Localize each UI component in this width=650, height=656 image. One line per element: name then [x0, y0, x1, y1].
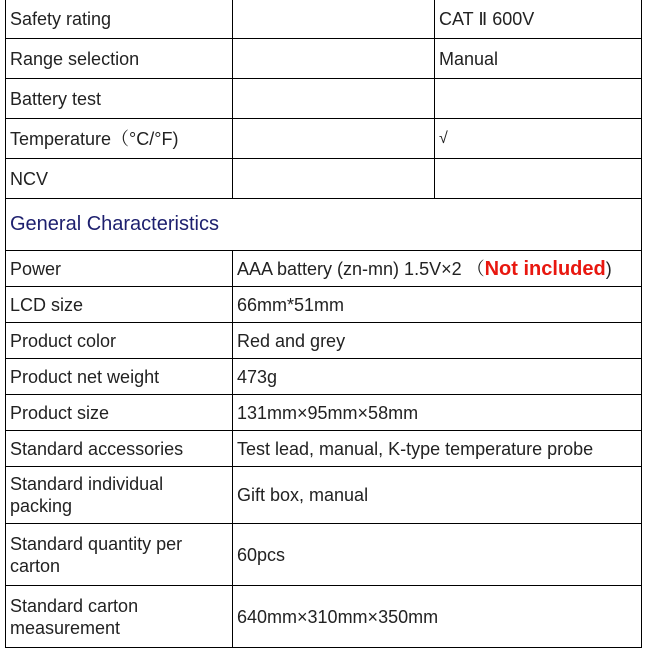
gen-label: Power — [6, 251, 233, 286]
spec-value: CAT Ⅱ 600V — [439, 9, 535, 29]
gen-value: 66mm*51mm — [237, 294, 345, 315]
spec-row-ncv — [5, 159, 642, 199]
gen-row-net-weight — [5, 359, 642, 395]
spec-row-temperature — [5, 119, 642, 159]
gen-label: Standard individual packing — [6, 467, 233, 523]
gen-value: Gift box, manual — [237, 485, 369, 505]
spec-sheet-table — [5, 0, 642, 648]
spec-label: NCV — [6, 159, 233, 198]
spec-row-range-selection — [5, 39, 642, 79]
spec-empty-cell — [233, 79, 435, 118]
gen-label: Product net weight — [6, 359, 233, 394]
gen-label: Product color — [6, 323, 233, 358]
power-value-text: AAA battery (zn-mn) 1.5V×2 （ — [237, 258, 485, 279]
gen-label: LCD size — [6, 287, 233, 322]
gen-row-lcd-size — [5, 287, 642, 323]
gen-label: Standard accessories — [6, 431, 233, 466]
gen-value: 640mm×310mm×350mm — [237, 606, 439, 627]
section-heading: General Characteristics — [10, 213, 219, 235]
gen-row-power — [5, 251, 642, 287]
spec-row-safety-rating — [5, 0, 642, 39]
spec-empty-cell — [233, 39, 435, 78]
gen-label: Product size — [6, 395, 233, 430]
gen-row-product-color — [5, 323, 642, 359]
spec-label: Temperature（°C/°F) — [6, 119, 233, 158]
power-value-suffix: ) — [605, 258, 612, 279]
check-mark-icon: √ — [439, 129, 448, 147]
gen-row-accessories — [5, 431, 642, 467]
gen-row-quantity-per-carton — [5, 524, 642, 586]
spec-value: Manual — [439, 48, 499, 69]
spec-label: Range selection — [6, 39, 233, 78]
gen-value: 60pcs — [237, 544, 286, 565]
gen-row-product-size — [5, 395, 642, 431]
spec-row-battery-test — [5, 79, 642, 119]
not-included-highlight: Not included — [484, 257, 606, 280]
spec-value — [435, 159, 641, 198]
gen-value: Red and grey — [237, 330, 346, 351]
section-heading-row — [5, 199, 642, 251]
gen-row-individual-packing — [5, 467, 642, 524]
gen-value: 473g — [237, 366, 278, 387]
spec-empty-cell — [233, 119, 435, 158]
spec-label: Safety rating — [6, 0, 233, 38]
gen-label: Standard carton measurement — [6, 586, 233, 647]
spec-value — [435, 79, 641, 118]
spec-label: Battery test — [6, 79, 233, 118]
gen-value-power — [233, 251, 641, 286]
spec-empty-cell — [233, 159, 435, 198]
gen-row-carton-measurement — [5, 586, 642, 648]
spec-empty-cell — [233, 0, 435, 38]
gen-label: Standard quantity per carton — [6, 524, 233, 585]
gen-value: Test lead, manual, K-type temperature probe — [237, 438, 594, 459]
gen-value: 131mm×95mm×58mm — [237, 402, 419, 423]
